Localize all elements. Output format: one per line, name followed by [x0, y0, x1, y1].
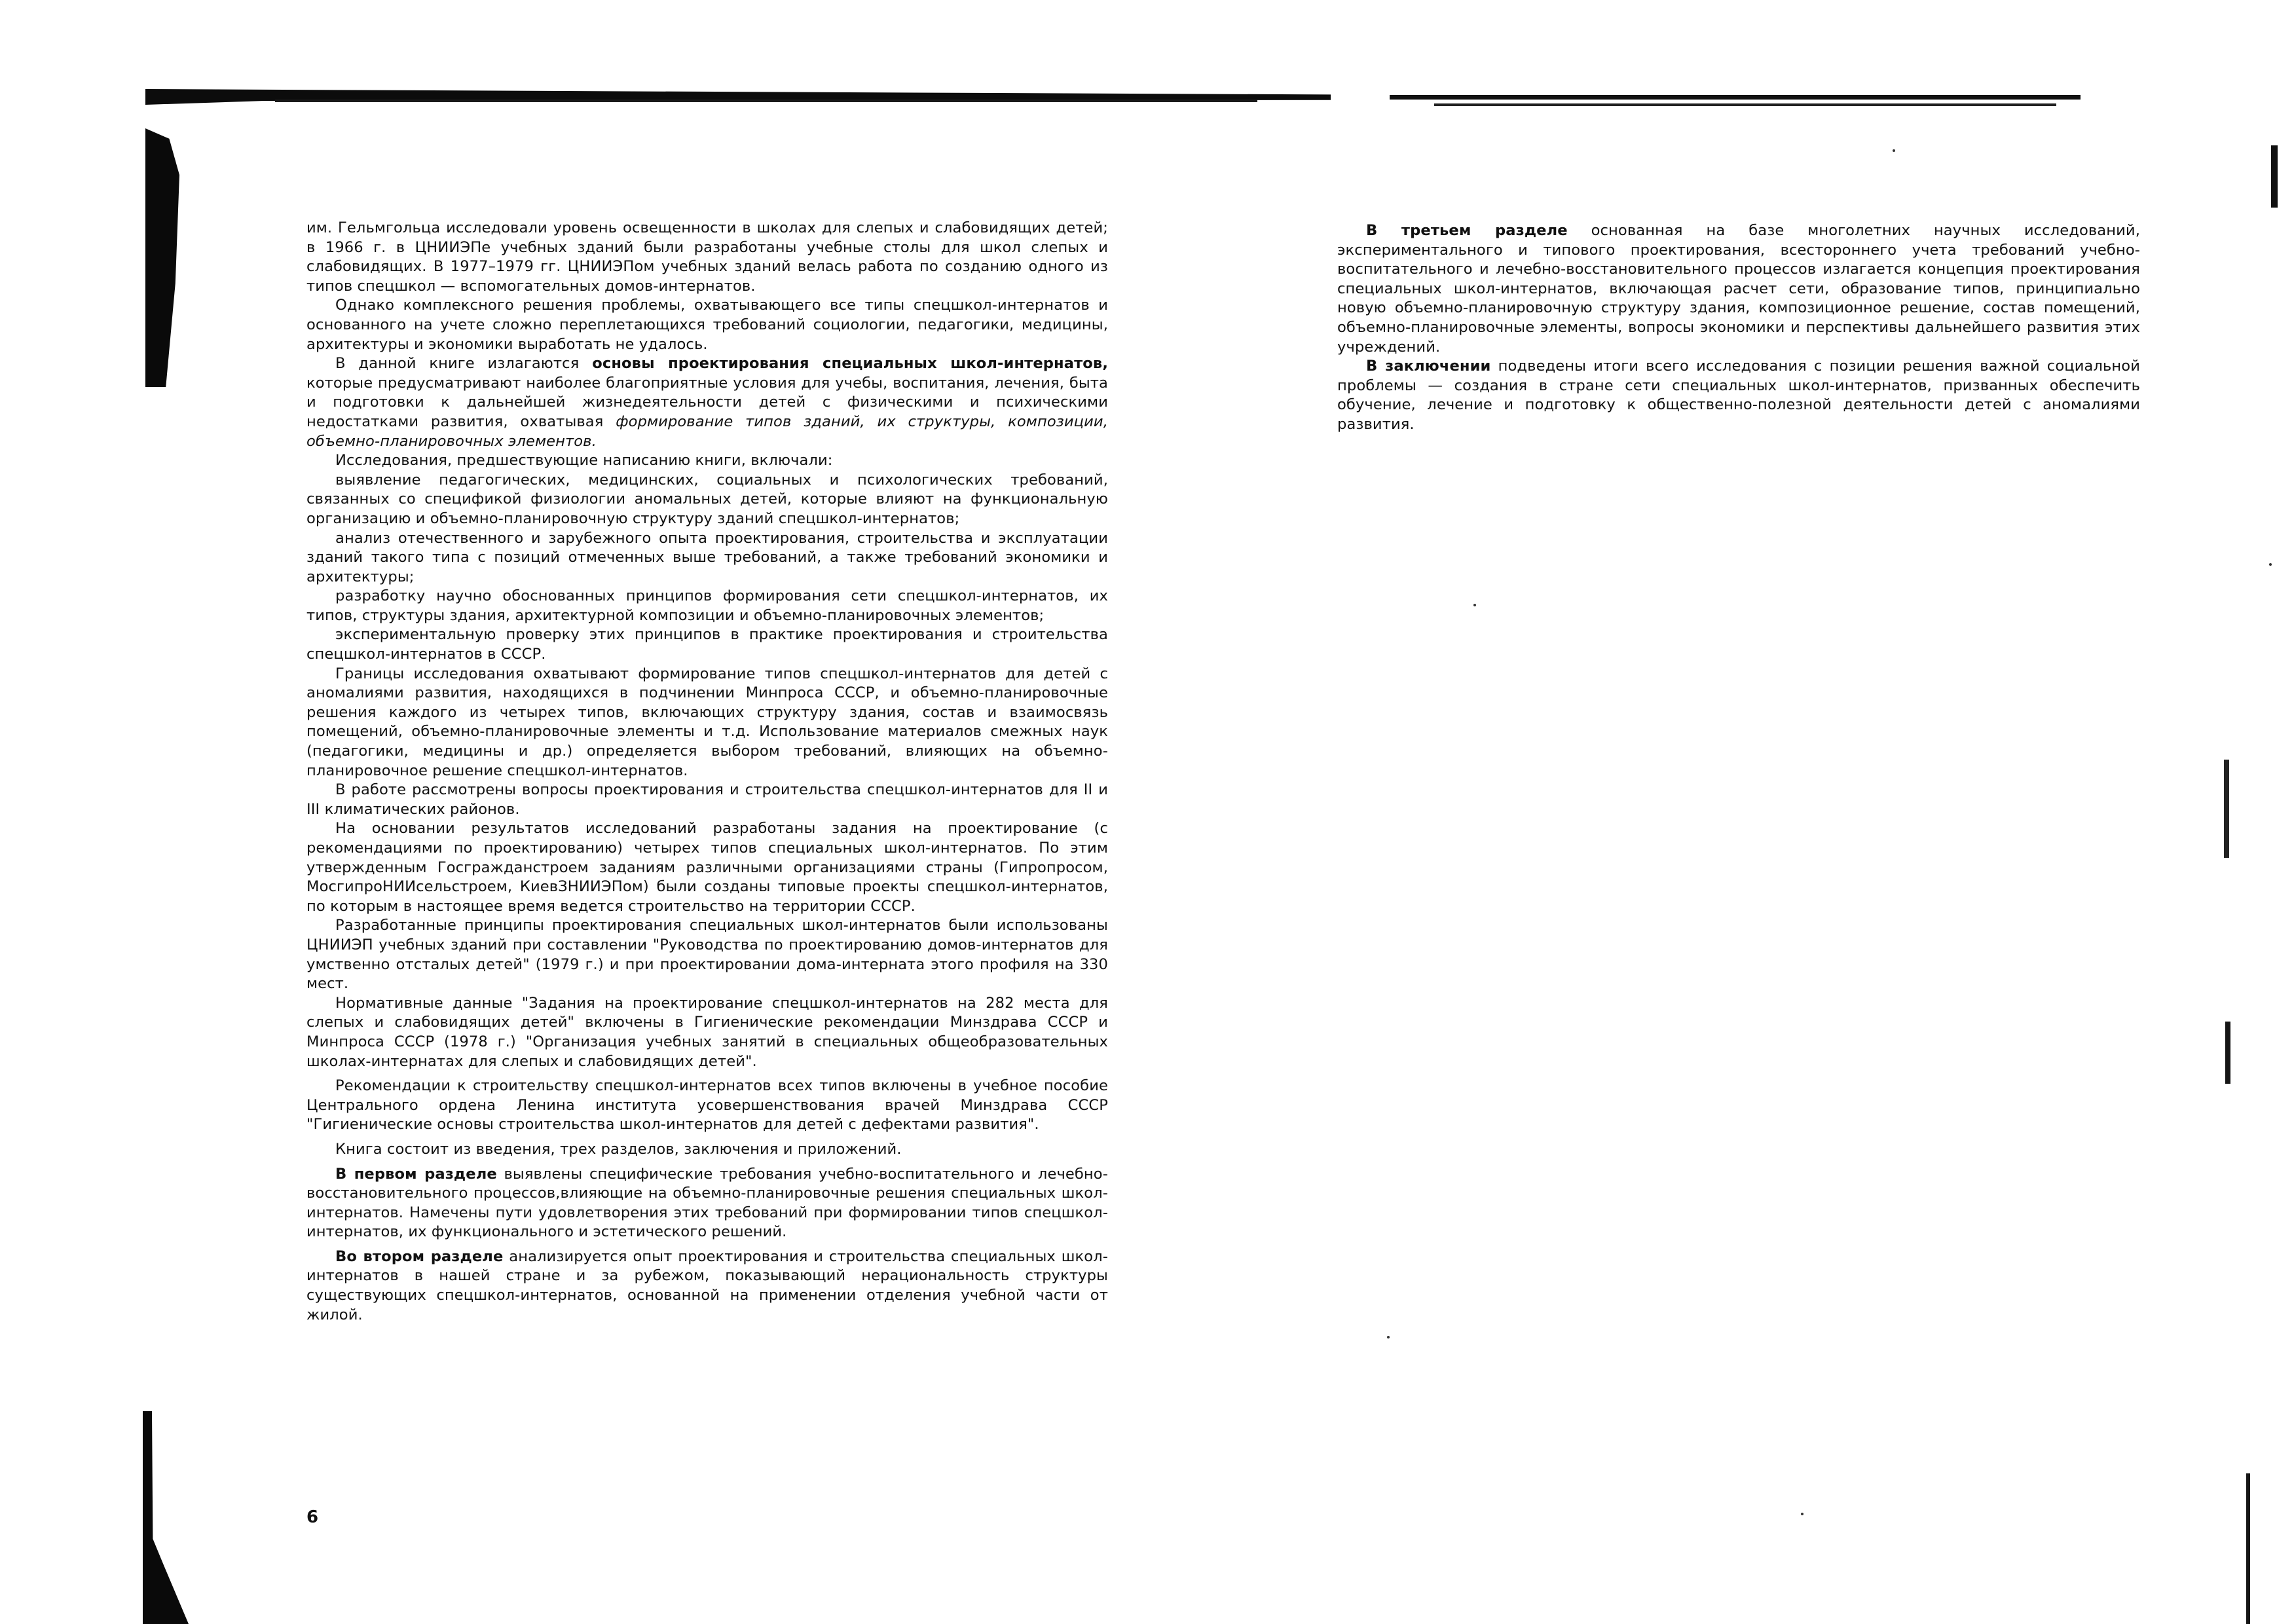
scan-edge-mark-right [2271, 145, 2278, 208]
scan-top-rule-right-thin [1434, 103, 2056, 106]
scan-edge-mark-right [2225, 1022, 2230, 1084]
paragraph: Границы исследования охватывают формирование типов спецшкол-интернатов для детей с аномалиями развития, находящихся в подчинении Минпроса СССР, и объемно-планировочные решения каждого из четырех типов, включающих структуру здания, состав и взаимосвязь помещений, объемно-планировочные элементы и т.д. Использование материалов смежных наук (педагогики, медицины и др.) определяется выбором требований, влияющих на объемно-планировочное решение спецшкол-интернатов. [306, 665, 1108, 779]
scan-speck [1801, 1513, 1804, 1515]
paragraph: Книга состоит из введения, трех разделов, заключения и приложений. [335, 1140, 902, 1158]
paragraph: В данной книге излагаются основы проектирования специальных школ-интернатов, которые предусматривают наиболее благоприятные условия для учебы, воспитания, лечения, быта и подготовки к дальнейшей жизнедеятельности детей с физическими и психическими недостатками развития, охватывая формирование типов зданий, их структуры, композиции, объемно-планировочных элементов. [306, 355, 1108, 450]
scan-edge-mark-right [2224, 760, 2229, 858]
scan-top-rule-left [145, 89, 1331, 105]
scan-edge-shadow-left-bottom [143, 1411, 189, 1624]
scan-speck [1387, 1336, 1390, 1338]
scan-edge-shadow-left-top [145, 128, 179, 387]
paragraph: В первом разделе выявлены специфические требования учебно-воспитательного и лечебно-восстановительного процессов,влияющие на объемно-планировочные решения специальных школ-интернатов. Намечены пути удовлетворения этих требований при формировании типов спецшкол-интернатов, их функционального и эстетического решений. [306, 1165, 1108, 1241]
list-item: экспериментальную проверку этих принципов в практике проектирования и строительства спецшкол-интернатов в СССР. [306, 626, 1108, 663]
paragraph: В работе рассмотрены вопросы проектирования и строительства спецшкол-интернатов для II и III климатических районов. [306, 781, 1108, 818]
left-page-text [306, 219, 1108, 1325]
scan-speck [2269, 563, 2272, 566]
paragraph: Нормативные данные "Задания на проектирование спецшкол-интернатов на 282 места для слепых и слабовидящих детей" включены в Гигиенические рекомендации Минздрава СССР и Минпроса СССР (1978 г.) "Организация учебных занятий в специальных общеобразовательных школах-интернатах для слепых и слабовидящих детей". [306, 994, 1108, 1070]
scan-speck [1473, 604, 1476, 606]
paragraph: Рекомендации к строительству спецшкол-интернатов всех типов включены в учебное пособие Центрального ордена Ленина института усовершенствования врачей Минздрава СССР "Гигиенические основы строительства школ-интернатов для детей с дефектами развития". [306, 1077, 1108, 1134]
paragraph: В заключении подведены итоги всего исследования с позиции решения важной социальной проблемы — создания в стране сети специальных школ-интернатов, призванных обеспечить обучение, лечение и подготовку к общественно-полезной деятельности детей с аномалиями развития. [1337, 358, 2140, 433]
scan-edge-mark-right [2246, 1473, 2250, 1624]
list-item: выявление педагогических, медицинских, социальных и психологических требований, связанных со спецификой физиологии аномальных детей, которые влияют на функциональную организацию и объемно-планировочную структуру зданий спецшкол-интернатов; [306, 471, 1108, 527]
paragraph: Разработанные принципы проектирования специальных школ-интернатов были использованы ЦНИИЭП учебных зданий при составлении "Руководства по проектированию домов-интернатов для умственно отсталых детей" (1979 г.) и при проектировании дома-интерната этого профиля на 330 мест. [306, 917, 1108, 993]
paragraph: В третьем разделе основанная на базе многолетних научных исследований, экспериментального и типового проектирования, всестороннего учета требований учебно-воспитательного и лечебно-восстановительного процессов излагается концепция проектирования специальных школ-интернатов, включающая расчет сети, образование типов, принципиально новую объемно-планировочную структуру здания, композиционное решение, состав помещений, объемно-планировочные элементы, вопросы экономики и перспективы дальнейшего развития этих учреждений. [1337, 222, 2140, 356]
paragraph: им. Гельмгольца исследовали уровень освещенности в школах для слепых и слабовидящих детей; в 1966 г. в ЦНИИЭПе учебных зданий были разработаны учебные столы для школ слепых и слабовидящих. В 1977–1979 гг. ЦНИИЭПом учебных зданий велась работа по созданию одного из типов спецшкол — вспомогательных домов-интернатов. [306, 219, 1108, 295]
scan-speck [1893, 149, 1895, 152]
list-item: разработку научно обоснованных принципов формирования сети спецшкол-интернатов, их типов, структуры здания, архитектурной композиции и объемно-планировочных элементов; [306, 587, 1108, 624]
right-page-text [1337, 221, 2140, 435]
page-number: 6 [306, 1507, 319, 1527]
list-item: анализ отечественного и зарубежного опыта проектирования, строительства и эксплуатации зданий такого типа с позиций отмеченных выше требований, а также требований экономики и архитектуры; [306, 529, 1108, 585]
scan-top-rule-left-thin [275, 100, 1257, 102]
paragraph: Исследования, предшествующие написанию книги, включали: [335, 452, 833, 470]
paragraph: Во втором разделе анализируется опыт проектирования и строительства специальных школ-интернатов в нашей стране и за рубежом, показывающий нерациональность структуры существующих спецшкол-интернатов, основанной на применении отделения учебной части от жилой. [306, 1247, 1108, 1323]
scan-top-rule-right [1390, 95, 2081, 100]
paragraph: Однако комплексного решения проблемы, охватывающего все типы спецшкол-интернатов и основанного на учете сложно переплетающихся требований социологии, педагогики, медицины, архитектуры и экономики выработать не удалось. [306, 297, 1108, 353]
paragraph: На основании результатов исследований разработаны задания на проектирование (с рекомендациями по проектированию) четырех типов специальных школ-интернатов. По этим утвержденным Госгражданстроем заданиям различными организациями страны (Гипропросом, МосгипроНИИсельстроем, КиевЗНИИЭПом) были созданы типовые проекты спецшкол-интернатов, по которым в настоящее время ведется строительство на территории СССР. [306, 820, 1108, 915]
